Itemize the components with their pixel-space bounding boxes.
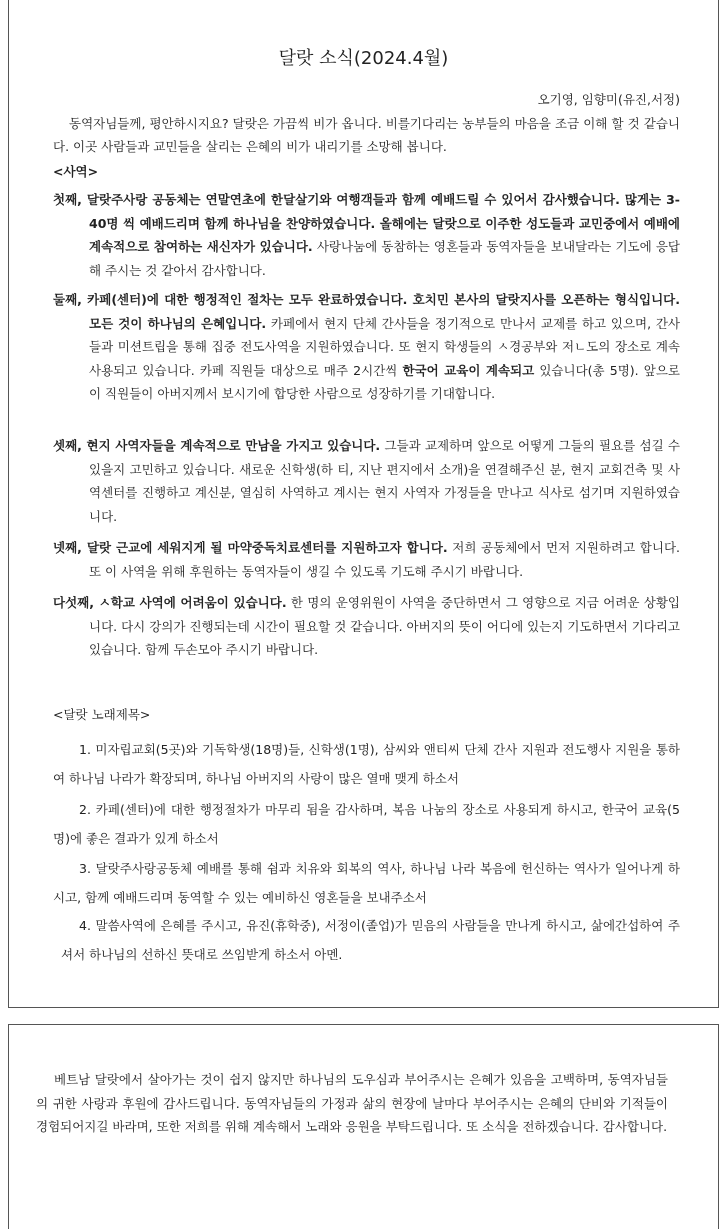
letter-page-1 — [8, 0, 719, 1008]
item-3-text: 그들과 교제하며 앞으로 어떻게 그들의 필요를 섬길 수 있을지 고민하고 있습니다. 새로운 신학생(하 티, 지난 편지에서 소개)을 연결해주신 분, 현지 교회건축 및 사역센터를 진행하고 계신분, 열심히 사역하고 계시는 현지 사역자 가정들을 만나고 식사로 섬기며 지원하였습니다. — [89, 438, 680, 524]
song-item-3: 3. 달랏주사랑공동체 예배를 통해 쉼과 치유와 회복의 역사, 하나님 나라 복음에 헌신하는 역사가 일어나게 하시고, 함께 예배드리며 동역할 수 있는 예비하신 영혼들을 보내주소서 — [53, 861, 680, 905]
ministry-item-2 — [53, 288, 680, 406]
author-line: 오기영, 임향미(유진,서정) — [537, 92, 680, 107]
item-1-text: 사랑나눔에 동참하는 영혼들과 동역자들을 보내달라는 기도에 응답해 주시는 것 같아서 감사합니다. — [89, 239, 680, 278]
song-item-4: 4. 말씀사역에 은혜를 주시고, 유진(휴학중), 서정이(졸업)가 믿음의 사람들을 만나게 하시고, 삶에간섭하여 주셔서 하나님의 선하신 뜻대로 쓰임받게 하소서 아멘. — [61, 918, 680, 962]
item-3-bold: 셋째, 현지 사역자들을 계속적으로 만남을 가지고 있습니다. — [53, 438, 381, 453]
page-title: 달랏 소식(2024.4월) — [278, 48, 449, 69]
ministry-item-3 — [53, 434, 680, 528]
songs-heading: <달랏 노래제목> — [53, 707, 151, 722]
item-5-text: 한 명의 운영위원이 사역을 중단하면서 그 영향으로 지금 어려운 상황입니다. 다시 강의가 진행되는데 시간이 필요할 것 같습니다. 아버지의 뜻이 어디에 있는지 기도하면서 기다리고 있습니다. 함께 두손모아 주시기 바랍니다. — [89, 595, 680, 657]
item-2-text: 카페에서 현지 단체 간사들을 정기적으로 만나서 교제를 하고 있으며, 간사들과 미션트립을 통해 집중 전도사역을 지원하였습니다. 또 현지 학생들의 ㅅ경공부와 저ㄴ도의 장소로 계속 사용되고 있습니다. 카페 직원들 대상으로 매주 2시간씩 — [89, 315, 680, 378]
ministry-item-5 — [53, 591, 680, 662]
item-5-bold: 다섯째, ㅅ학교 사역에 어려움이 있습니다. — [53, 595, 287, 610]
ministry-heading: <사역> — [53, 164, 99, 179]
item-2-text-2: 있습니다(총 5명). 앞으로 이 직원들이 아버지께서 보시기에 합당한 사람으로 성장하기를 기대합니다. — [89, 362, 680, 401]
song-item-2: 2. 카페(센터)에 대한 행정절차가 마무리 됨을 감사하며, 복음 나눔의 장소로 사용되게 하시고, 한국어 교육(5명)에 좋은 결과가 있게 하소서 — [53, 802, 680, 846]
song-item-1: 1. 미자립교회(5곳)와 기독학생(18명)들, 신학생(1명), 삼씨와 앤티씨 단체 간사 지원과 전도행사 지원을 통하여 하나님 나라가 확장되며, 하나님 아버지의 사랑이 많은 열매 맺게 하소서 — [53, 742, 680, 786]
item-2-bold: 둘째, 카페(센터)에 대한 행정적인 절차는 모두 완료하였습니다. 호치민 본사의 달랏지사를 오픈하는 형식입니다. 모든 것이 하나님의 은혜입니다. — [53, 292, 680, 331]
item-4-text: 저희 공동체에서 먼저 지원하려고 합니다. 또 이 사역을 위해 후원하는 동역자들이 생길 수 있도록 기도해 주시기 바랍니다. — [89, 540, 680, 579]
closing-paragraph: 베트남 달랏에서 살아가는 것이 쉽지 않지만 하나님의 도우심과 부어주시는 은혜가 있음을 고백하며, 동역자님들의 귀한 사랑과 후원에 감사드립니다. 동역자님들의 가정과 삶의 현장에 날마다 부어주시는 은혜의 단비와 기적들이 경험되어지길 바라며, 또한 저희를 위해 계속해서 노래와 응원을 부탁드립니다. 또 소식을 전하겠습니다. 감사합니다. — [36, 1072, 668, 1134]
item-2-bold-2: 한국어 교육이 계속되고 — [402, 362, 535, 378]
item-4-bold: 넷째, 달랏 근교에 세워지게 될 마약중독치료센터를 지원하고자 합니다. — [53, 540, 448, 555]
item-1-bold: 첫째, 달랏주사랑 공동체는 연말연초에 한달살기와 여행객들과 함께 예배드릴 수 있어서 감사했습니다. 많게는 3-40명 씩 예배드리며 함께 하나님을 찬양하였습니다. 올해에는 달랏으로 이주한 성도들과 교민중에서 예배에 계속적으로 참여하는 새신자가 있습니다. — [53, 192, 680, 254]
ministry-item-4 — [53, 536, 680, 583]
ministry-item-1 — [53, 188, 680, 282]
intro-paragraph: 동역자님들께, 평안하시지요? 달랏은 가끔씩 비가 옵니다. 비를기다리는 농부들의 마음을 조금 이해 할 것 같습니다. 이곳 사람들과 교민들을 살리는 은혜의 비가 내리기를 소망해 봅니다. — [53, 116, 680, 154]
